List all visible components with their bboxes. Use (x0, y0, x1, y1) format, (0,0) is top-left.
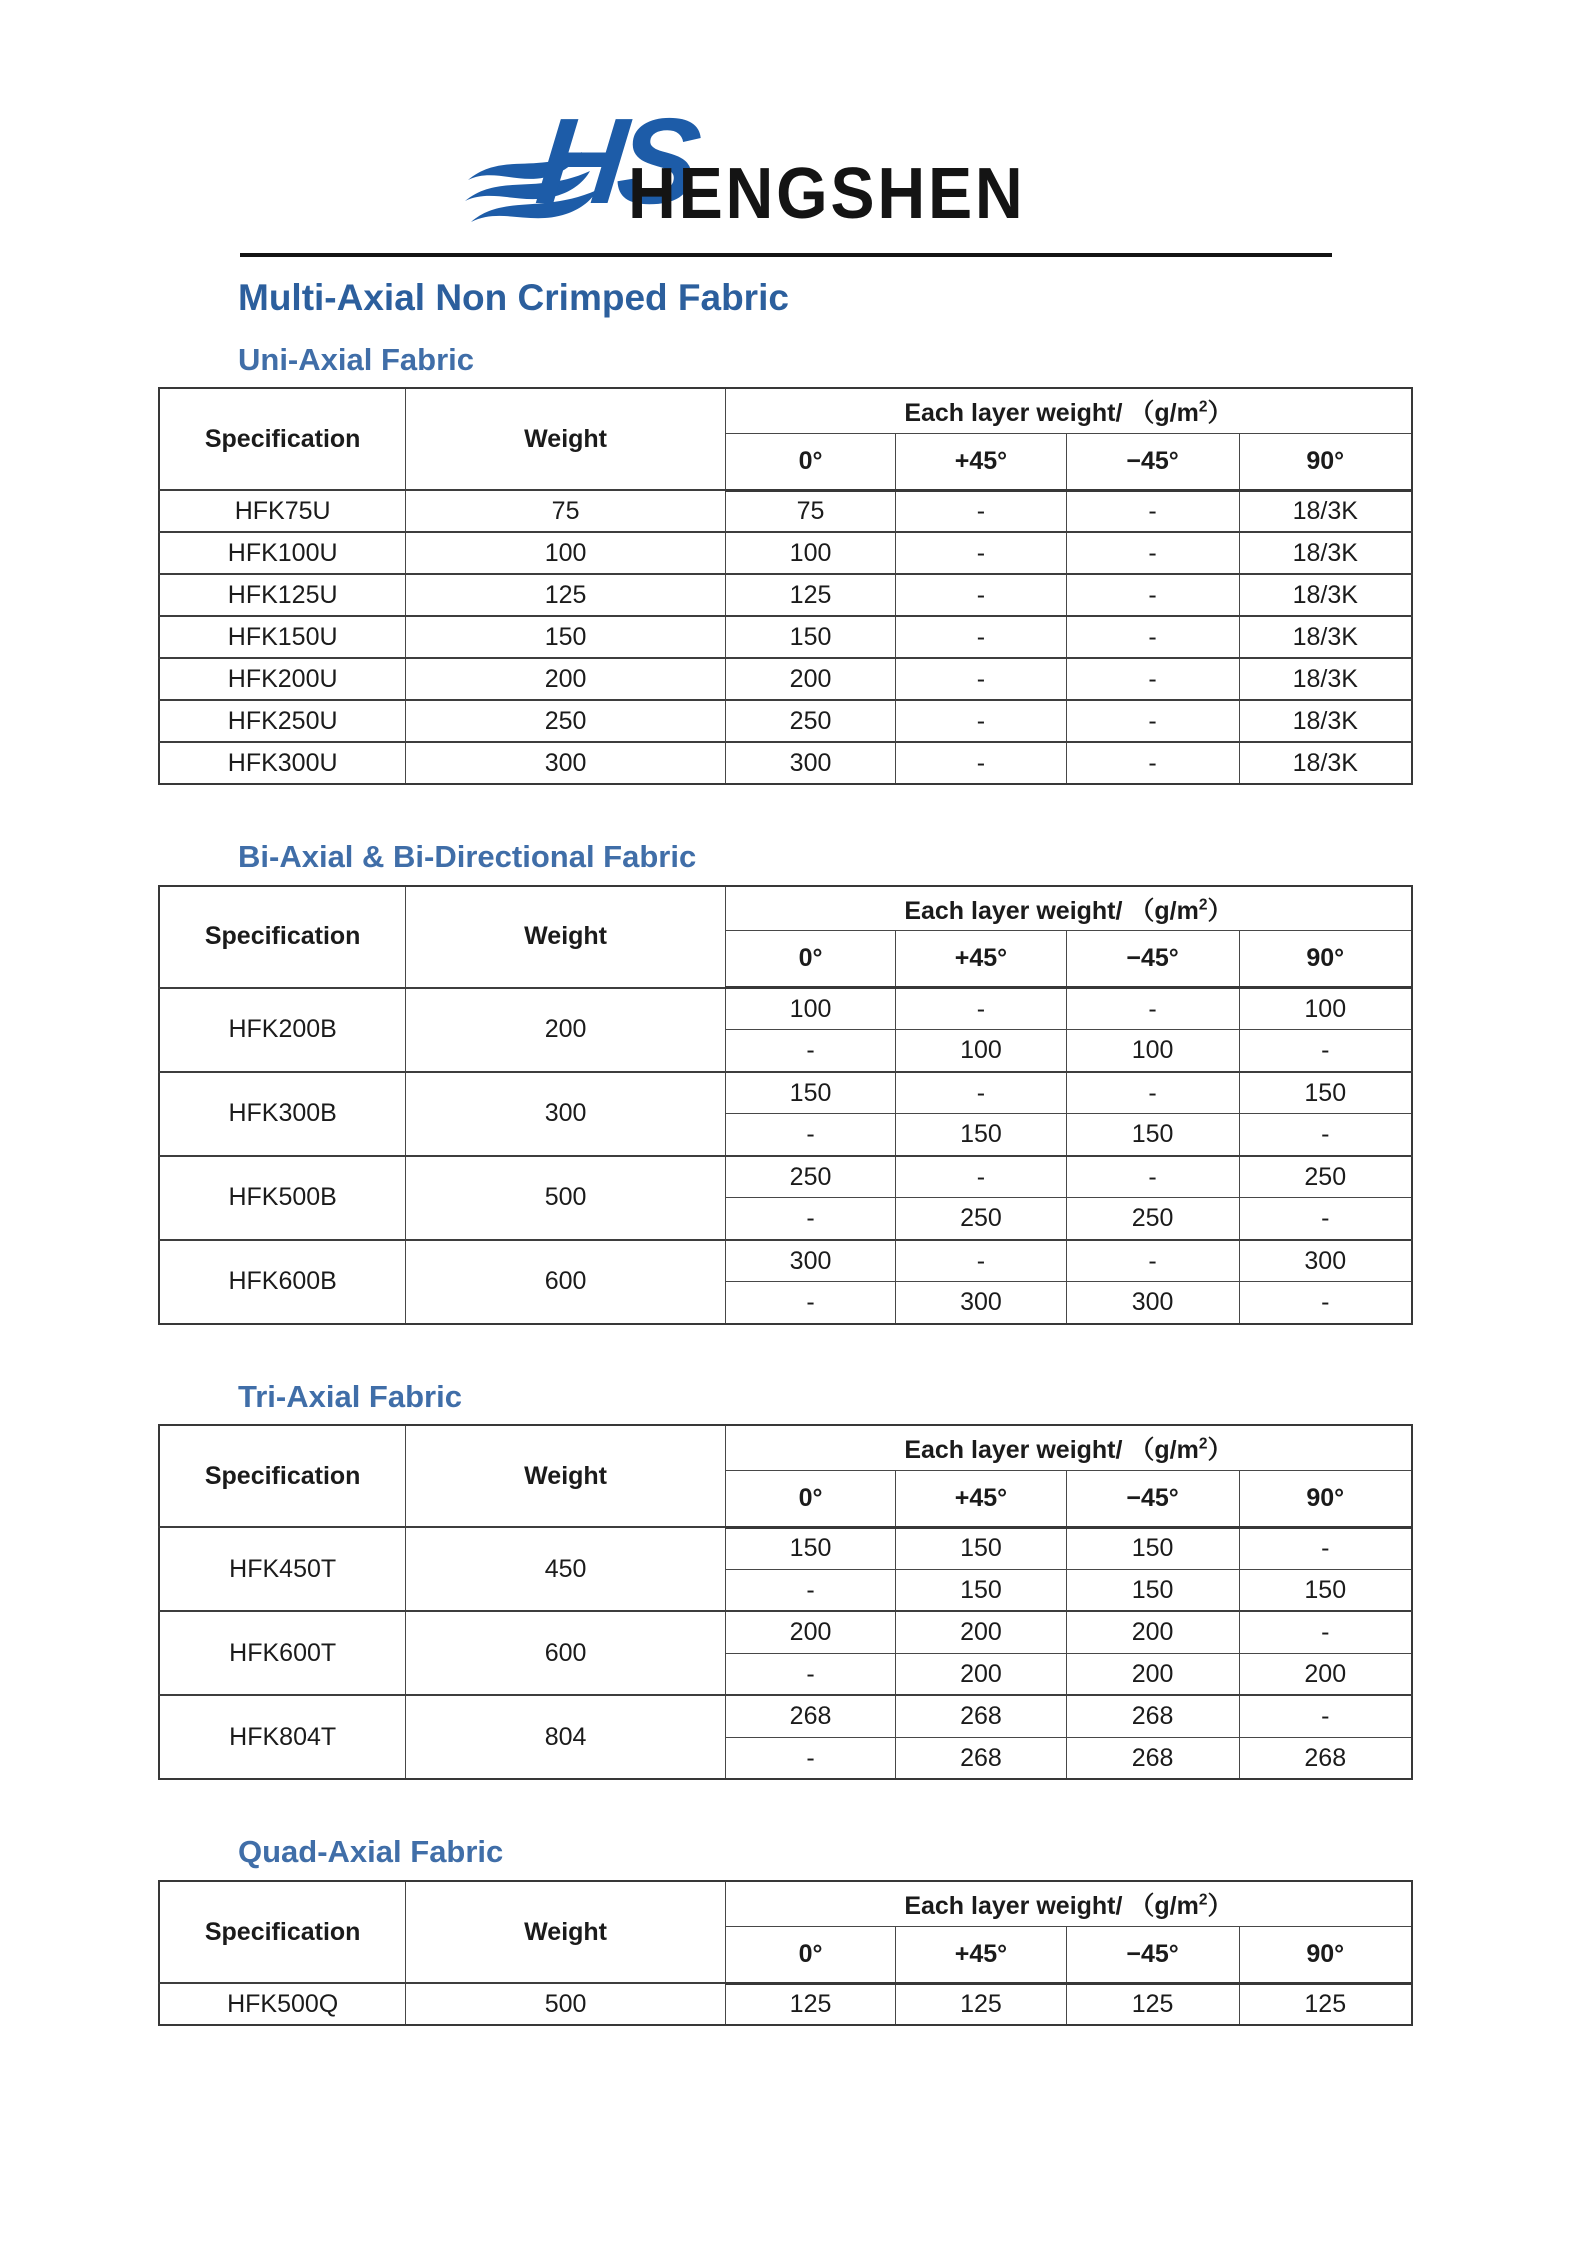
value-cell: - (1066, 1240, 1239, 1282)
angle-header: 90° (1239, 931, 1412, 988)
value-cell: 150 (1066, 1527, 1239, 1569)
value-cell: 268 (725, 1695, 895, 1737)
weight-cell: 450 (406, 1527, 726, 1611)
table-row (159, 1527, 1412, 1569)
weight-cell: 200 (406, 658, 726, 700)
value-cell: 150 (1239, 1569, 1412, 1611)
weight-cell: 200 (406, 988, 726, 1072)
value-cell: - (725, 1737, 895, 1779)
weight-cell: 804 (406, 1695, 726, 1779)
table-row (159, 1072, 1412, 1114)
header-row-top (159, 1881, 1412, 1926)
tri-axial-fabric-table (158, 1424, 1413, 1780)
spec-cell: HFK804T (159, 1695, 406, 1779)
value-cell: 150 (725, 616, 895, 658)
value-cell: 125 (1066, 1983, 1239, 2025)
section-tri-axial-fabric (0, 1379, 1587, 1781)
table-row (159, 1983, 1412, 2025)
value-cell: 268 (1066, 1737, 1239, 1779)
value-cell: 150 (1066, 1114, 1239, 1156)
value-cell: - (1239, 1527, 1412, 1569)
value-cell: 268 (1239, 1737, 1412, 1779)
value-cell: - (1066, 658, 1239, 700)
spec-cell: HFK300B (159, 1072, 406, 1156)
weight-cell: 600 (406, 1240, 726, 1324)
spec-cell: HFK100U (159, 532, 406, 574)
table-row (159, 574, 1412, 616)
value-cell: 300 (1066, 1282, 1239, 1324)
value-cell: 268 (1066, 1695, 1239, 1737)
spec-cell: HFK75U (159, 490, 406, 532)
layer-weight-header: Each layer weight/ $(g/m^2)$ (725, 1881, 1412, 1926)
value-cell: 125 (1239, 1983, 1412, 2025)
layer-weight-header: Each layer weight/ $(g/m^2)$ (725, 1425, 1412, 1470)
value-cell: - (725, 1198, 895, 1240)
value-cell: 300 (725, 1240, 895, 1282)
section-title: Bi-Axial & Bi-Directional Fabric (238, 839, 697, 875)
weight-cell: 125 (406, 574, 726, 616)
angle-header: +45° (896, 1470, 1066, 1527)
angle-header: 0° (725, 931, 895, 988)
value-cell: 250 (725, 1156, 895, 1198)
section-uni-axial-fabric (0, 342, 1587, 786)
value-cell: - (1066, 490, 1239, 532)
table-row (159, 532, 1412, 574)
value-cell: - (896, 1240, 1066, 1282)
value-cell: 125 (725, 574, 895, 616)
table-row (159, 1695, 1412, 1737)
layer-weight-header: Each layer weight/ $(g/m^2)$ (725, 388, 1412, 433)
angle-header: 0° (725, 433, 895, 490)
table-row (159, 1240, 1412, 1282)
value-cell: 150 (896, 1527, 1066, 1569)
spec-cell: HFK150U (159, 616, 406, 658)
weight-cell: 250 (406, 700, 726, 742)
value-cell: - (896, 658, 1066, 700)
page-title: Multi-Axial Non Crimped Fabric (238, 277, 789, 318)
angle-header: 90° (1239, 1926, 1412, 1983)
value-cell: - (1066, 1156, 1239, 1198)
value-cell: 200 (896, 1611, 1066, 1653)
spec-cell: HFK450T (159, 1527, 406, 1611)
spec-cell: HFK200B (159, 988, 406, 1072)
spec-header: Specification (159, 1881, 406, 1983)
weight-header: Weight (406, 388, 726, 490)
value-cell: - (896, 574, 1066, 616)
spec-cell: HFK200U (159, 658, 406, 700)
value-cell: 18/3K (1239, 574, 1412, 616)
weight-header: Weight (406, 1425, 726, 1527)
value-cell: 100 (725, 532, 895, 574)
value-cell: - (896, 1072, 1066, 1114)
value-cell: 300 (725, 742, 895, 784)
table-row (159, 658, 1412, 700)
value-cell: 268 (896, 1695, 1066, 1737)
value-cell: - (1066, 742, 1239, 784)
angle-header: −45° (1066, 433, 1239, 490)
weight-cell: 100 (406, 532, 726, 574)
angle-header: 90° (1239, 433, 1412, 490)
bi-axial-bi-directional-fabric-table (158, 885, 1413, 1325)
weight-cell: 150 (406, 616, 726, 658)
weight-header: Weight (406, 886, 726, 988)
uni-axial-fabric-table (158, 387, 1413, 785)
value-cell: 300 (896, 1282, 1066, 1324)
value-cell: 18/3K (1239, 658, 1412, 700)
table-row (159, 616, 1412, 658)
value-cell: 150 (725, 1072, 895, 1114)
spec-cell: HFK500B (159, 1156, 406, 1240)
weight-cell: 500 (406, 1983, 726, 2025)
value-cell: - (1066, 700, 1239, 742)
value-cell: - (1239, 1695, 1412, 1737)
value-cell: - (725, 1569, 895, 1611)
angle-header: +45° (896, 1926, 1066, 1983)
value-cell: 150 (725, 1527, 895, 1569)
value-cell: - (1066, 616, 1239, 658)
weight-cell: 75 (406, 490, 726, 532)
angle-header: 0° (725, 1470, 895, 1527)
value-cell: - (896, 532, 1066, 574)
value-cell: 100 (896, 1030, 1066, 1072)
spec-cell: HFK600T (159, 1611, 406, 1695)
value-cell: - (1239, 1114, 1412, 1156)
weight-header: Weight (406, 1881, 726, 1983)
value-cell: - (725, 1030, 895, 1072)
header-row-top (159, 388, 1412, 433)
value-cell: 18/3K (1239, 490, 1412, 532)
weight-cell: 300 (406, 742, 726, 784)
spec-header: Specification (159, 388, 406, 490)
value-cell: 150 (1066, 1569, 1239, 1611)
header-row-top (159, 1425, 1412, 1470)
value-cell: - (1239, 1282, 1412, 1324)
value-cell: 250 (1066, 1198, 1239, 1240)
spec-cell: HFK250U (159, 700, 406, 742)
value-cell: 300 (1239, 1240, 1412, 1282)
spec-header: Specification (159, 886, 406, 988)
value-cell: - (1066, 574, 1239, 616)
value-cell: - (896, 742, 1066, 784)
value-cell: - (1066, 988, 1239, 1030)
table-row (159, 490, 1412, 532)
value-cell: 150 (1239, 1072, 1412, 1114)
value-cell: 200 (1239, 1653, 1412, 1695)
spec-cell: HFK600B (159, 1240, 406, 1324)
angle-header: −45° (1066, 931, 1239, 988)
value-cell: 150 (896, 1114, 1066, 1156)
weight-cell: 500 (406, 1156, 726, 1240)
quad-axial-fabric-table (158, 1880, 1413, 2026)
value-cell: 200 (1066, 1653, 1239, 1695)
value-cell: 200 (1066, 1611, 1239, 1653)
value-cell: - (1239, 1611, 1412, 1653)
value-cell: 100 (725, 988, 895, 1030)
value-cell: - (1066, 1072, 1239, 1114)
spec-cell: HFK500Q (159, 1983, 406, 2025)
spec-cell: HFK300U (159, 742, 406, 784)
section-title: Tri-Axial Fabric (238, 1378, 462, 1414)
table-row (159, 1611, 1412, 1653)
value-cell: 18/3K (1239, 700, 1412, 742)
table-row (159, 742, 1412, 784)
angle-header: 0° (725, 1926, 895, 1983)
weight-cell: 600 (406, 1611, 726, 1695)
value-cell: 200 (725, 658, 895, 700)
value-cell: 200 (896, 1653, 1066, 1695)
value-cell: 125 (896, 1983, 1066, 2025)
value-cell: 200 (725, 1611, 895, 1653)
weight-cell: 300 (406, 1072, 726, 1156)
value-cell: 18/3K (1239, 616, 1412, 658)
value-cell: - (896, 988, 1066, 1030)
section-title: Quad-Axial Fabric (238, 1834, 504, 1870)
angle-header: +45° (896, 931, 1066, 988)
value-cell: - (896, 1156, 1066, 1198)
header-divider (240, 253, 1332, 257)
header-row-top (159, 886, 1412, 931)
value-cell: 18/3K (1239, 742, 1412, 784)
logo-mark: HS (530, 93, 699, 229)
value-cell: 250 (896, 1198, 1066, 1240)
value-cell: - (725, 1114, 895, 1156)
company-logo (0, 0, 1587, 253)
angle-header: −45° (1066, 1926, 1239, 1983)
angle-header: −45° (1066, 1470, 1239, 1527)
value-cell: 100 (1066, 1030, 1239, 1072)
value-cell: - (896, 490, 1066, 532)
value-cell: 75 (725, 490, 895, 532)
logo-brand: HENGSHEN (628, 154, 1026, 234)
table-row (159, 700, 1412, 742)
value-cell: - (1239, 1198, 1412, 1240)
table-row (159, 988, 1412, 1030)
value-cell: 150 (896, 1569, 1066, 1611)
value-cell: 18/3K (1239, 532, 1412, 574)
value-cell: - (725, 1653, 895, 1695)
section-title: Uni-Axial Fabric (238, 341, 474, 377)
angle-header: 90° (1239, 1470, 1412, 1527)
layer-weight-header: Each layer weight/ $(g/m^2)$ (725, 886, 1412, 931)
angle-header: +45° (896, 433, 1066, 490)
value-cell: 100 (1239, 988, 1412, 1030)
spec-cell: HFK125U (159, 574, 406, 616)
table-row (159, 1156, 1412, 1198)
section-bi-axial-bi-directional-fabric (0, 839, 1587, 1325)
value-cell: - (725, 1282, 895, 1324)
value-cell: - (896, 700, 1066, 742)
sections-container (0, 342, 1587, 2027)
spec-header: Specification (159, 1425, 406, 1527)
value-cell: 268 (896, 1737, 1066, 1779)
section-quad-axial-fabric (0, 1834, 1587, 2026)
value-cell: - (1066, 532, 1239, 574)
value-cell: 125 (725, 1983, 895, 2025)
value-cell: - (1239, 1030, 1412, 1072)
value-cell: 250 (725, 700, 895, 742)
value-cell: 250 (1239, 1156, 1412, 1198)
value-cell: - (896, 616, 1066, 658)
